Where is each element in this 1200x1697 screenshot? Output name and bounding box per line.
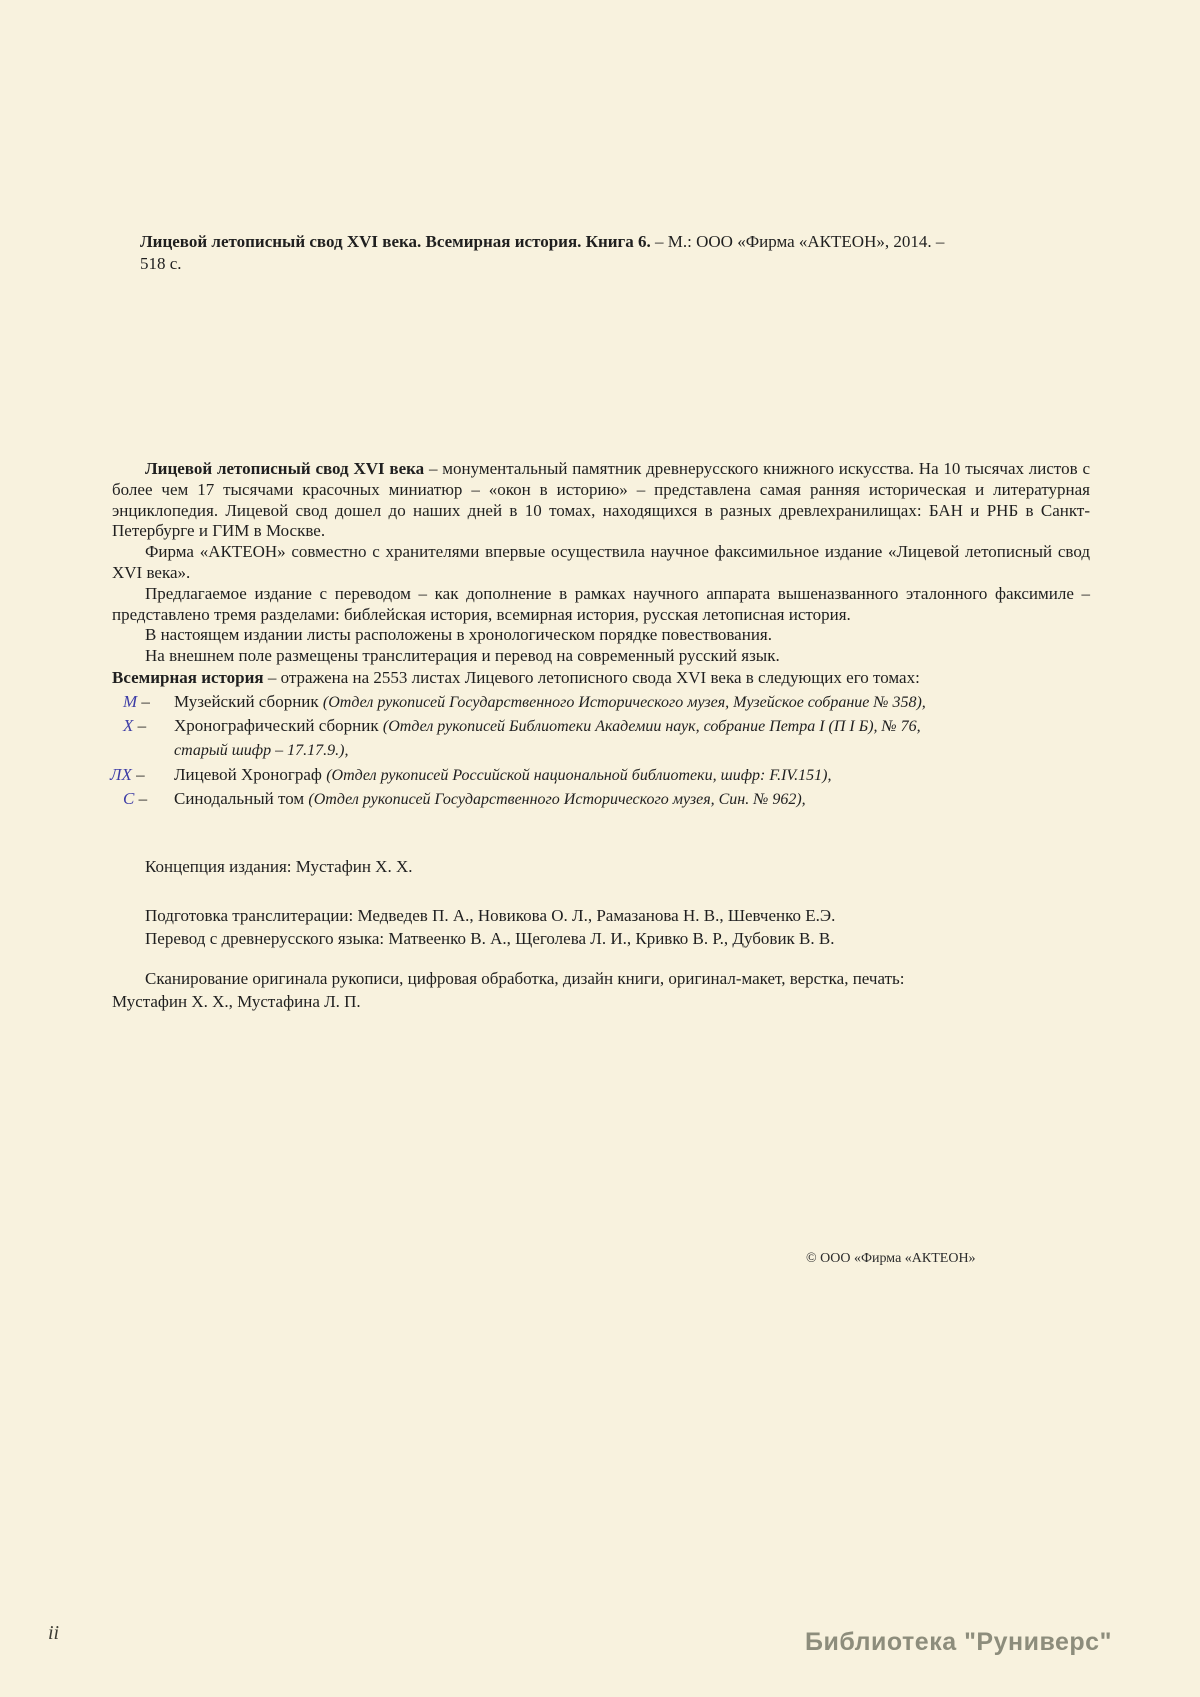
volume-name: Синодальный том	[174, 788, 305, 808]
volumes-list	[112, 690, 1090, 811]
volume-item-s	[123, 787, 1090, 811]
volume-name: Лицевой Хронограф	[174, 764, 322, 784]
annotation-paragraph-1: Лицевой летописный свод XVI века – монументальный памятник древнерусского книжного искусства. На 10 тысячах листов с более чем 17 тысячами красочных миниатюр – «окон в историю» – представлена самая ранняя историческая и литературная энциклопедия. Лицевой свод дошел до наших дней в 10 томах, находящихся в разных древлехранилищах: БАН и РНБ в Санкт-Петербурге и ГИМ в Москве.	[112, 459, 1090, 541]
volume-name: Музейский сборник	[174, 691, 319, 711]
volume-detail: (Отдел рукописей Государственного Исторического музея, Музейское собрание № 358),	[322, 693, 926, 711]
volumes-intro: Всемирная история – отражена на 2553 листах Лицевого летописного свода XVI века в следующих его томах:	[112, 667, 920, 687]
citation-pages: 518 с.	[140, 253, 182, 273]
copyright-notice: © ООО «Фирма «АКТЕОН»	[806, 1251, 976, 1266]
volume-item-x	[123, 714, 1090, 762]
abbr-dash: –	[136, 764, 145, 784]
volume-detail: (Отдел рукописей Библиотеки Академии наук, собрание Петра I (П I Б), № 76, старый шифр – 17.17.9.),	[174, 718, 921, 760]
volume-item-m	[123, 690, 1090, 714]
abbr-dash: –	[137, 716, 147, 736]
runivers-watermark: Библиотека "Руниверс"	[805, 1628, 1112, 1656]
volume-item-lx	[110, 763, 1090, 787]
volume-abbr: С	[123, 788, 135, 808]
citation-imprint: – М.: ООО «Фирма «АКТЕОН», 2014. –	[650, 232, 945, 251]
abbr-dash: –	[141, 691, 150, 711]
annotation-paragraph-2: Фирма «АКТЕОН» совместно с хранителями впервые осуществила научное факсимильное издание «Лицевой летописный свод XVI века».	[112, 542, 1090, 582]
volume-detail: (Отдел рукописей Государственного Исторического музея, Син. № 962),	[308, 790, 806, 808]
annotation-block	[112, 459, 1090, 1013]
annotation-paragraph-5: На внешнем поле размещены транслитерация и перевод на современный русский язык.	[145, 646, 780, 666]
translation-credit: Перевод с древнерусского языка: Матвеенко В. А., Щеголева Л. И., Кривко В. Р., Дубовик В. В.	[145, 928, 835, 948]
page-number: ii	[48, 1622, 60, 1644]
abbr-dash: –	[138, 788, 148, 808]
volume-detail: (Отдел рукописей Российской национальной библиотеки, шифр: F.IV.151),	[326, 766, 832, 784]
citation-title: Лицевой летописный свод XVI века. Всемирная история. Книга 6.	[140, 232, 651, 251]
annotation-paragraph-4: В настоящем издании листы расположены в хронологическом порядке повествования.	[145, 625, 772, 645]
volume-name: Хронографический сборник	[174, 716, 379, 736]
transliteration-credit: Подготовка транслитерации: Медведев П. А., Новикова О. Л., Рамазанова Н. В., Шевченко Е.Э.	[145, 905, 836, 925]
annotation-lead-bold: Лицевой летописный свод XVI века	[145, 459, 425, 478]
annotation-paragraph-3: Предлагаемое издание с переводом – как дополнение в рамках научного аппарата вышеназванного эталонного факсимиле – представлено тремя разделами: библейская история, всемирная история, русская летописная история.	[112, 583, 1090, 624]
volume-abbr: Х	[123, 716, 134, 736]
bibliographic-citation	[140, 231, 1090, 274]
volumes-intro-bold: Всемирная история	[112, 667, 264, 687]
concept-credit: Концепция издания: Мустафин Х. Х.	[145, 856, 413, 876]
volume-abbr: ЛХ	[110, 764, 132, 784]
production-credit: Сканирование оригинала рукописи, цифровая обработка, дизайн книги, оригинал-макет, верстка, печать: Мустафин Х. Х., Мустафина Л. П.	[112, 968, 905, 1011]
volume-abbr: М	[123, 691, 138, 711]
